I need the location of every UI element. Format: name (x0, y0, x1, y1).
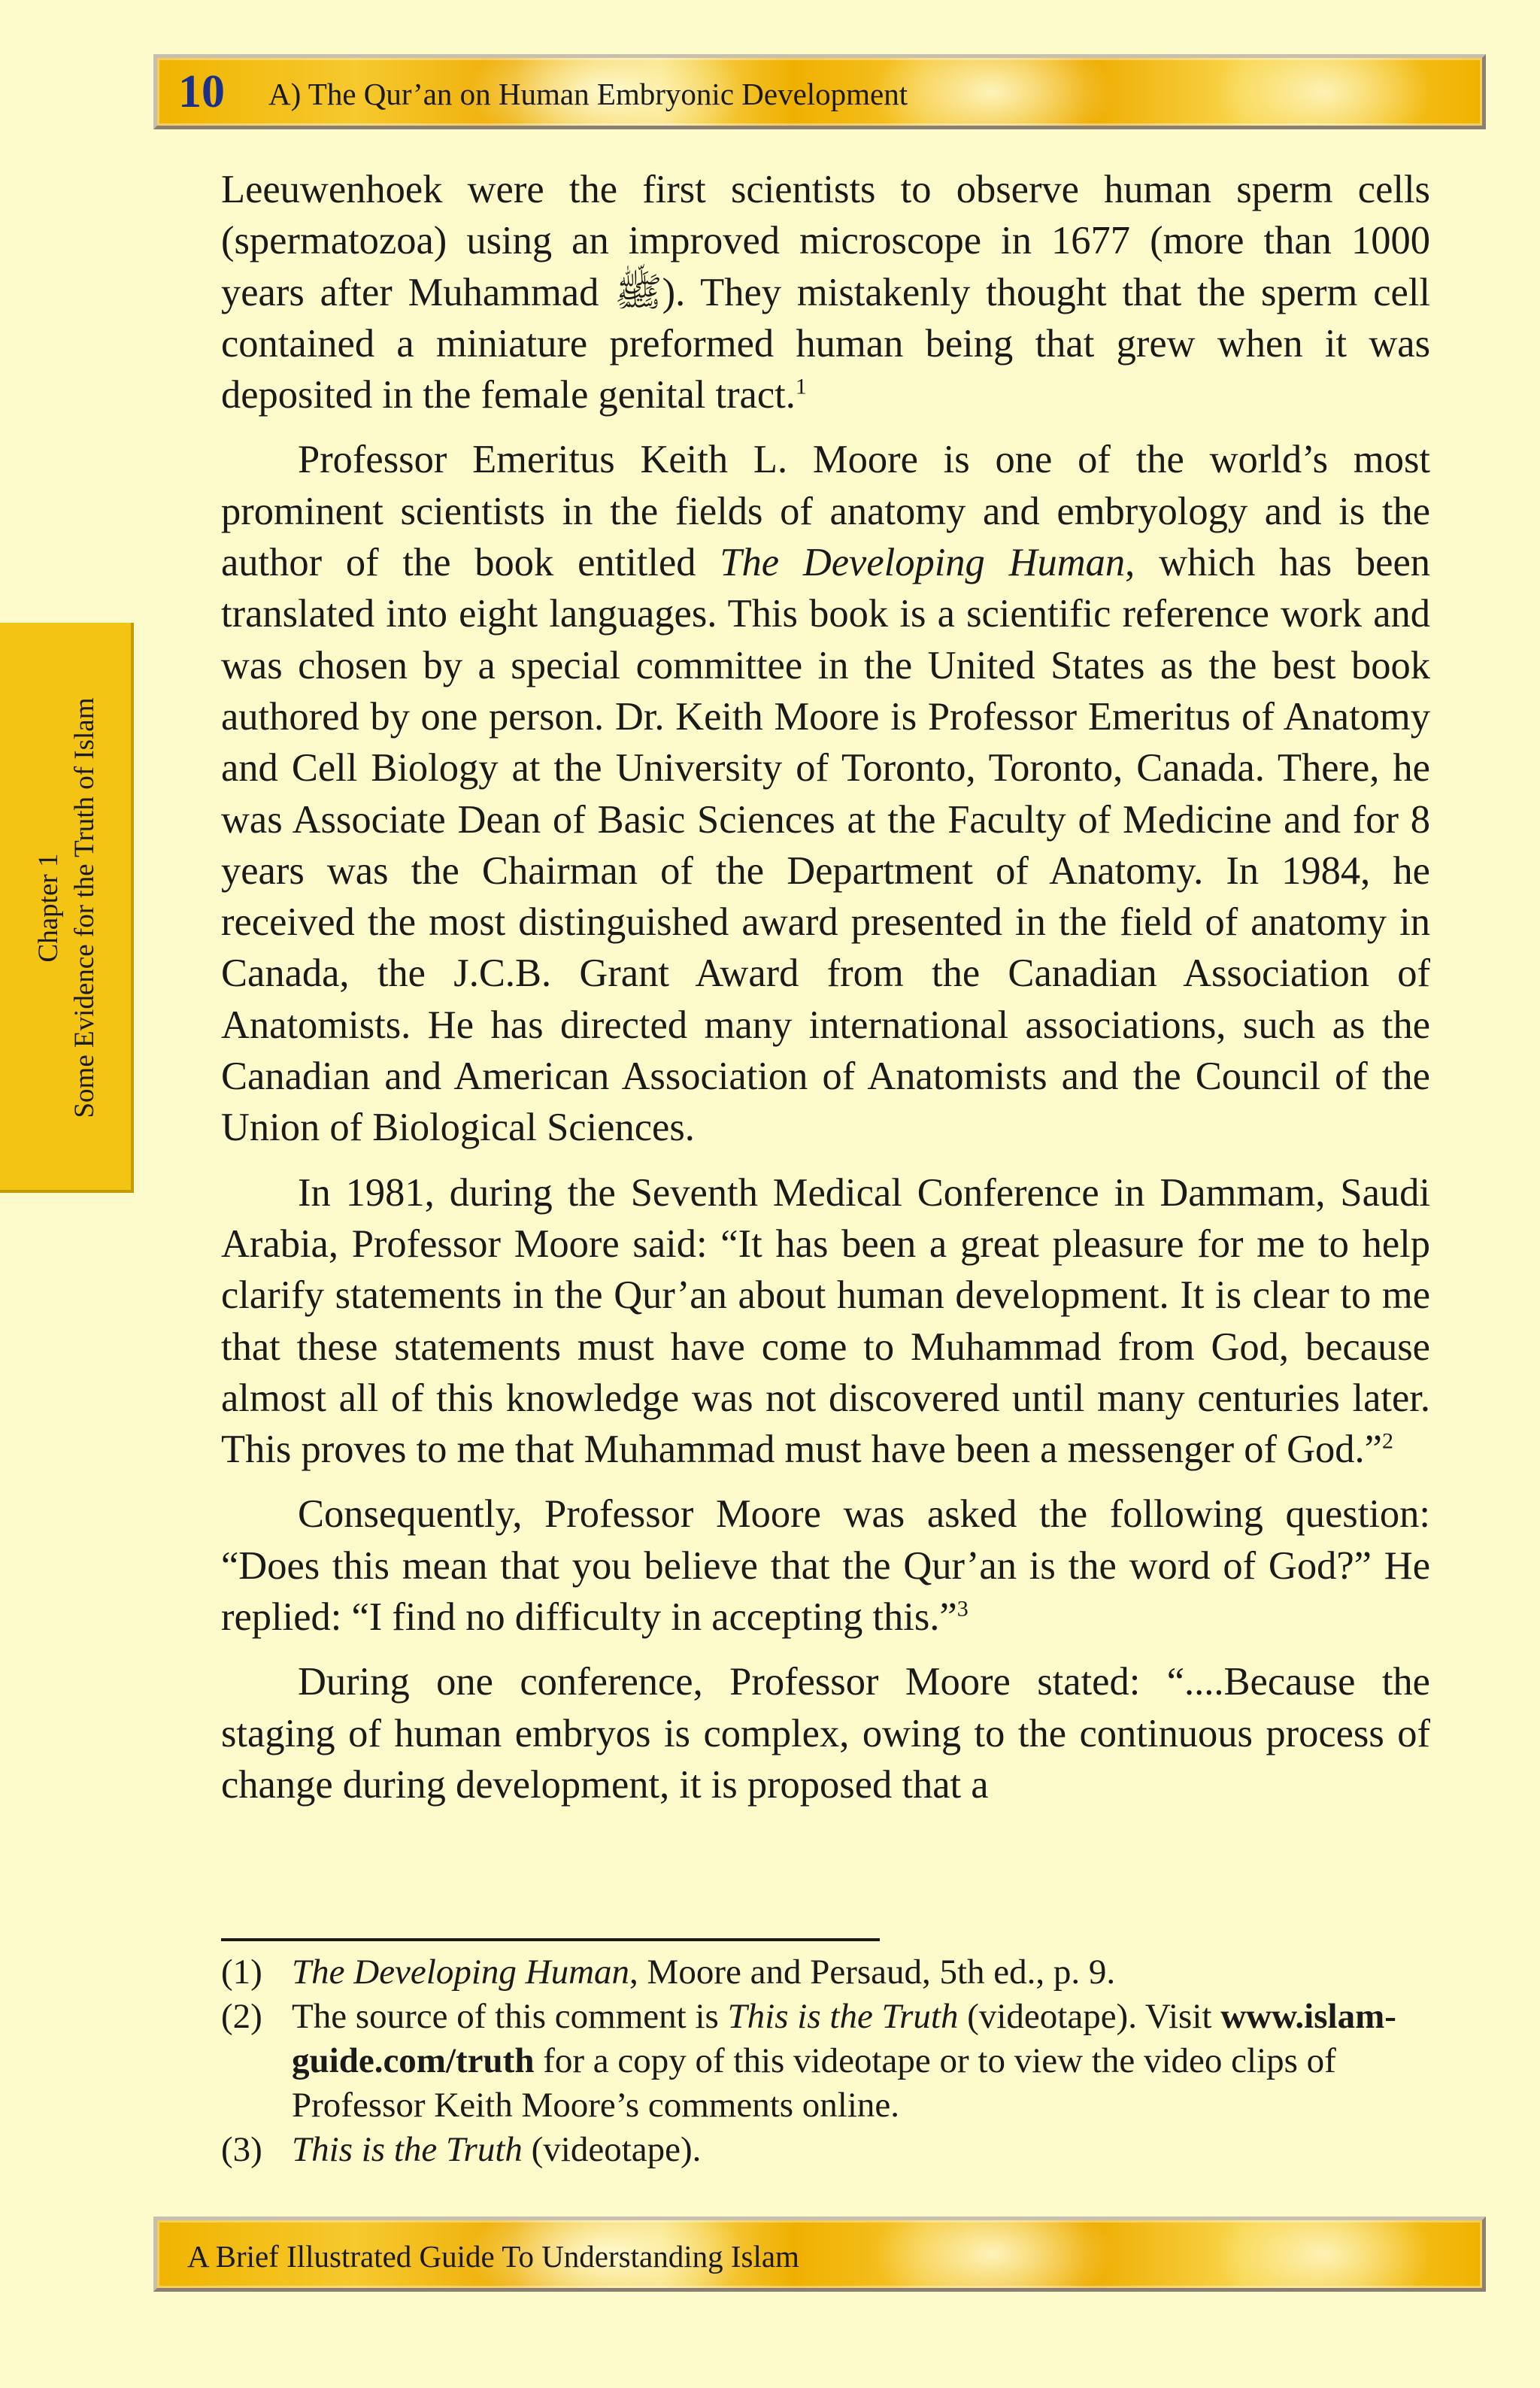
paragraph-5-text: During one conference, Professor Moore stated: “....Because the staging of human embryos is complex, owing to the continuous process of change during development, it is proposed that a (221, 1660, 1430, 1807)
footnote-1 (221, 1950, 1430, 1995)
footnote-3-text: (videotape). (522, 2130, 702, 2169)
footnotes (221, 1950, 1430, 2172)
paragraph-2-text-b: , which has been translated into eight languages. This book is a scientific reference work and was chosen by a special committee in the United States as the best book authored by one person. Dr. Keith Moore is Professor Emeritus of Anatomy and Cell Biology at the University of Toronto, Toronto, Canada. There, he was Associate Dean of Basic Sciences at the Faculty of Medicine and for 8 years was the Chairman of the Department of Anatomy. In 1984, he received the most distinguished award presented in the field of anatomy in Canada, the J.C.B. Grant Award from the Canadian Association of Anatomists. He has directed many international associations, such as the Canadian and American Association of Anatomists and the Council of the Union of Biological Sciences. (221, 541, 1430, 1150)
paragraph-2-text-a: Professor Emeritus Keith L. Moore is one of the world’s most prominent scientists in the fields of anatomy and embryology and is the author of the book entitled (221, 438, 1430, 585)
paragraph-4-text: Consequently, Professor Moore was asked the following question: “Does this mean that you believe that the Qur’an is the word of God?” He replied: “I find no difficulty in accepting this.” (221, 1492, 1430, 1640)
paragraph-3 (221, 1167, 1430, 1476)
chapter-side-tab (0, 623, 134, 1193)
header-bar (153, 54, 1486, 129)
footnote-2-title: This is the Truth (727, 1997, 959, 2036)
paragraph-4 (221, 1488, 1430, 1643)
footnote-1-number: (1) (221, 1953, 262, 1992)
footnote-2-text-c: for a copy of this videotape or to view the video clips of Professor Keith Moore’s comments online. (292, 2041, 1336, 2125)
footer-book-title: A Brief Illustrated Guide To Understanding Islam (187, 2239, 799, 2274)
main-text (221, 164, 1430, 1824)
paragraph-5 (221, 1656, 1430, 1810)
footnote-2 (221, 1995, 1430, 2128)
chapter-title: Some Evidence for the Truth of Islam (69, 697, 100, 1118)
paragraph-1-text: Leeuwenhoek were the first scientists to observe human sperm cells (spermatozoa) using an improved microscope in 1677 (more than 1000 years after Muhammad ﷺ). They mistakenly thought that the sperm cell contained a miniature preformed human being that grew when it was deposited in the female genital tract. (221, 168, 1430, 417)
footnote-divider (221, 1938, 880, 1941)
footnote-1-title: The Developing Human (292, 1953, 630, 1992)
footnote-ref-1: 1 (795, 374, 807, 399)
footnote-ref-3: 3 (956, 1596, 969, 1622)
paragraph-2 (221, 434, 1430, 1153)
footnote-1-text: , Moore and Persaud, 5th ed., p. 9. (629, 1953, 1116, 1992)
book-title-ref: The Developing Human (720, 541, 1126, 585)
footnote-2-text-a: The source of this comment is (292, 1997, 728, 2036)
page-number: 10 (178, 66, 225, 117)
footnote-3-number: (3) (221, 2130, 262, 2169)
chapter-label: Chapter 1 (33, 853, 64, 963)
footnote-2-url: www.islam-guide.com/truth (292, 1997, 1396, 2080)
footer-bar (153, 2217, 1486, 2292)
running-head: A) The Qur’an on Human Embryonic Development (268, 77, 908, 111)
footnote-2-number: (2) (221, 1997, 262, 2036)
footnote-3-title: This is the Truth (292, 2130, 523, 2169)
footnote-2-text-b: (videotape). Visit (958, 1997, 1221, 2036)
footnote-ref-2: 2 (1381, 1428, 1393, 1454)
footnote-3 (221, 2128, 1430, 2172)
paragraph-1 (221, 164, 1430, 420)
paragraph-3-text: In 1981, during the Seventh Medical Conference in Dammam, Saudi Arabia, Professor Moore said: “It has been a great pleasure for me to help clarify statements in the Qur’an about human development. It is clear to me that these statements must have come to Muhammad from God, because almost all of this knowledge was not discovered until many centuries later. This proves to me that Muhammad must have been a messenger of God.” (221, 1170, 1430, 1472)
chapter-side-tab-text (31, 637, 103, 1179)
